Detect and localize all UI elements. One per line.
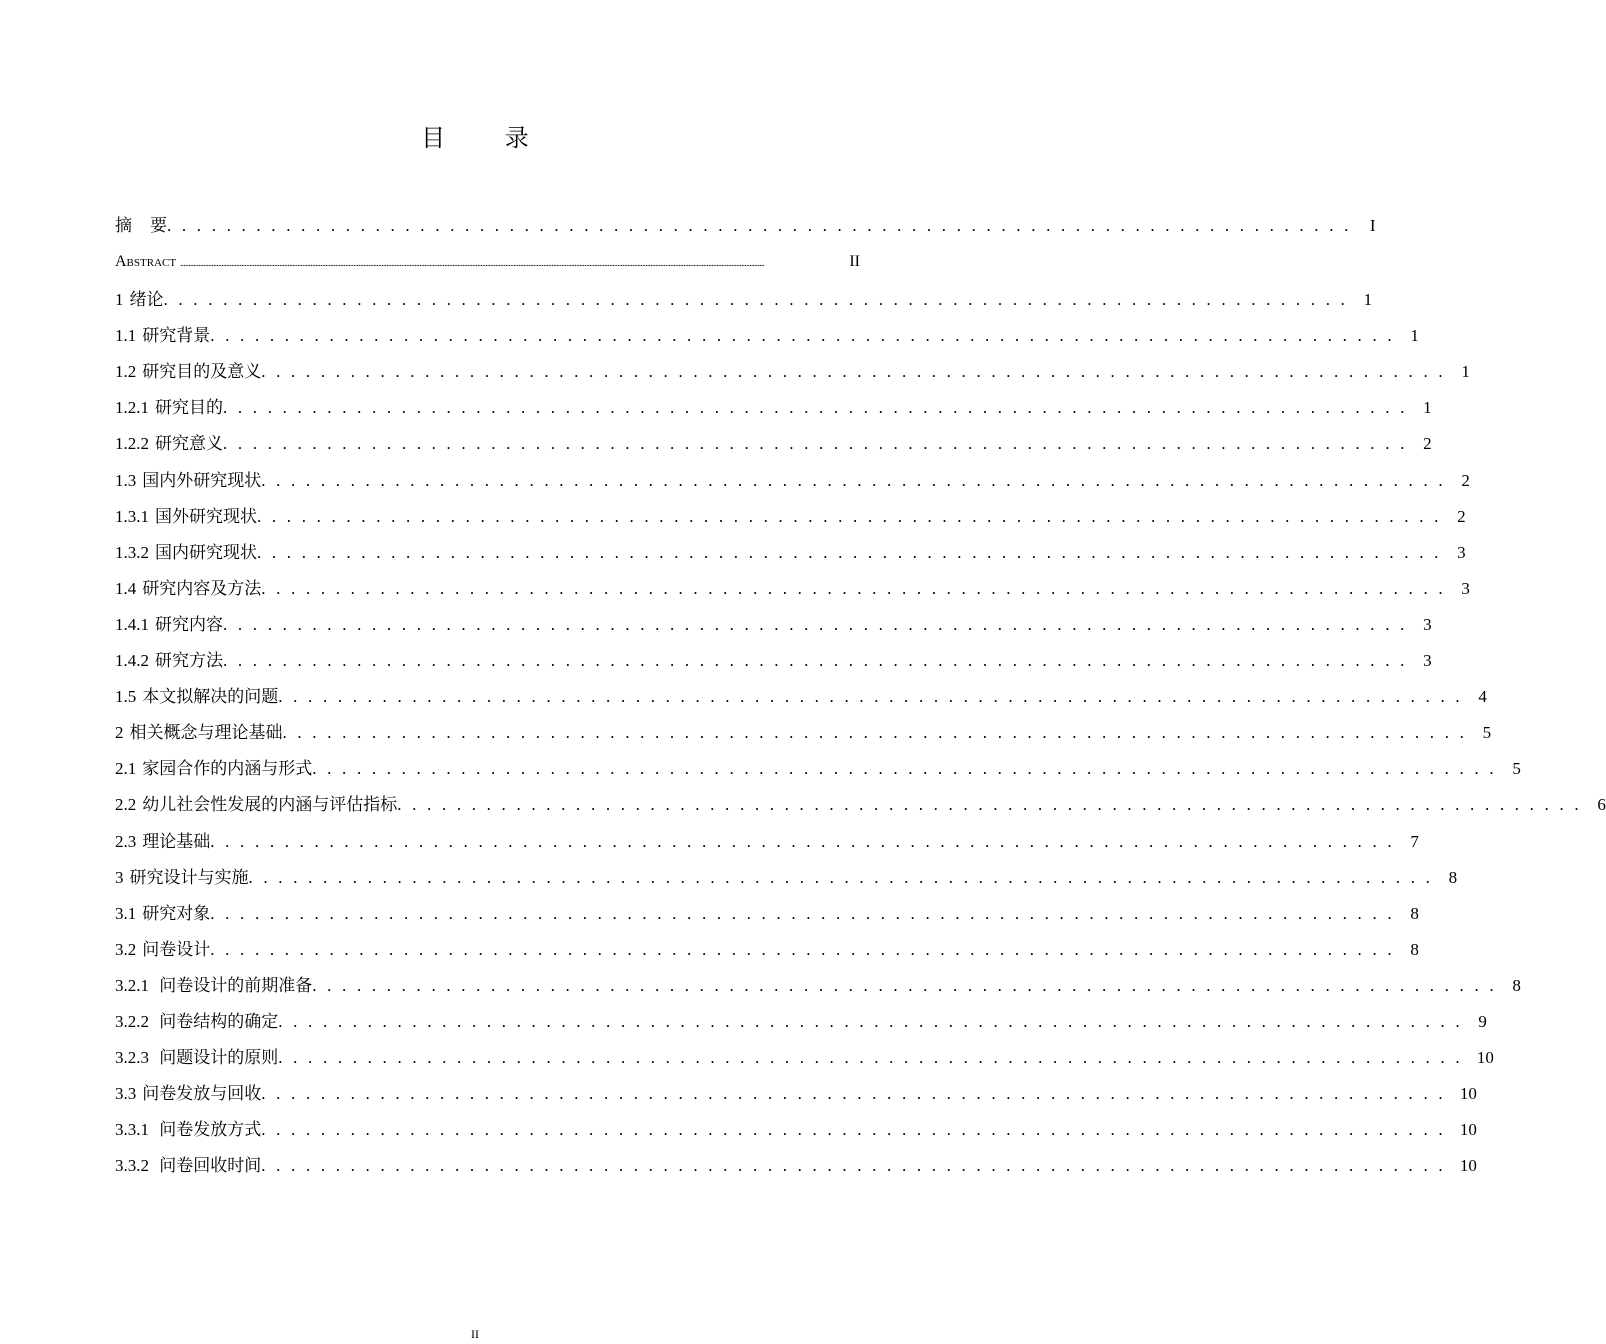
toc-entry-zhaiyao[interactable] — [115, 208, 1376, 244]
toc-entry[interactable] — [115, 426, 1432, 462]
toc-leader-dots: . . . . . . . . . . . . . . . . . . . . . . . . . . . . . . . . . . . . . . . . . . . . . . . . . . . . . . . . . . . . . . . . . . . . . . . . . . . . . . . . — [257, 542, 1442, 562]
toc-leader-dots: .................................................................................................................................................................................................................................................................................................................................................................. — [180, 258, 765, 269]
toc-entry[interactable] — [115, 607, 1432, 643]
toc-entry-number: 2.3 — [115, 831, 137, 851]
toc-leader-dots: . . . . . . . . . . . . . . . . . . . . . . . . . . . . . . . . . . . . . . . . . . . . . . . . . . . . . . . . . . . . . . . . . . . . . . . . . . . . . . . . — [257, 506, 1442, 526]
toc-entry-title: 问卷结构的确定 — [155, 1011, 279, 1031]
toc-entry[interactable] — [115, 751, 1521, 787]
toc-leader-dots: . . . . . . . . . . . . . . . . . . . . . . . . . . . . . . . . . . . . . . . . . . . . . . . . . . . . . . . . . . . . . . . . . . . . . . . . . . . . . . . . — [261, 1084, 1446, 1104]
table-of-contents — [115, 208, 1606, 1184]
toc-leader-dots: . . . . . . . . . . . . . . . . . . . . . . . . . . . . . . . . . . . . . . . . . . . . . . . . . . . . . . . . . . . . . . . . . . . . . . . . . . . . . . . . — [282, 723, 1468, 743]
toc-entry[interactable] — [115, 499, 1466, 535]
toc-entry-number: 1.2.2 — [115, 434, 149, 454]
toc-leader-dots: . . . . . . . . . . . . . . . . . . . . . . . . . . . . . . . . . . . . . . . . . . . . . . . . . . . . . . . . . . . . . . . . . . . . . . . . . . . . . . . . — [278, 687, 1463, 707]
toc-entry-number: 1 — [115, 290, 124, 310]
toc-entry-title: 研究方法 — [155, 651, 223, 671]
toc-entry-title: 相关概念与理论基础 — [129, 723, 283, 743]
toc-leader-dots: . . . . . . . . . . . . . . . . . . . . . . . . . . . . . . . . . . . . . . . . . . . . . . . . . . . . . . . . . . . . . . . . . . . . . . . . . . . . . . . . — [261, 1120, 1446, 1140]
toc-entry-title: 问卷设计的前期准备 — [155, 975, 313, 995]
toc-entry-title: 幼儿社会性发展的内涵与评估指标 — [142, 795, 398, 815]
toc-entry-page: 10 — [1459, 1084, 1477, 1104]
toc-entry[interactable] — [115, 535, 1466, 571]
toc-entry[interactable] — [115, 896, 1419, 932]
toc-entry-page: 5 — [1512, 759, 1521, 779]
toc-entry[interactable] — [115, 1148, 1477, 1184]
toc-leader-dots: . . . . . . . . . . . . . . . . . . . . . . . . . . . . . . . . . . . . . . . . . . . . . . . . . . . . . . . . . . . . . . . . . . . . . . . . . . . . . . . . — [261, 470, 1446, 490]
toc-entry-number: 1.5 — [115, 687, 137, 707]
toc-leader-dots: . . . . . . . . . . . . . . . . . . . . . . . . . . . . . . . . . . . . . . . . . . . . . . . . . . . . . . . . . . . . . . . . . . . . . . . . . . . . . . . . — [278, 1048, 1463, 1068]
toc-leader-dots: . . . . . . . . . . . . . . . . . . . . . . . . . . . . . . . . . . . . . . . . . . . . . . . . . . . . . . . . . . . . . . . . . . . . . . . . . . . . . . . . — [261, 362, 1446, 382]
toc-entry-page: 8 — [1512, 975, 1521, 995]
toc-entry-page: I — [1369, 216, 1376, 235]
toc-entry-number: 2.1 — [115, 759, 137, 779]
toc-entry[interactable] — [115, 282, 1373, 318]
toc-entry-number: 3.3.2 — [115, 1156, 149, 1176]
toc-entry[interactable] — [115, 824, 1419, 860]
toc-entry-number: 1.1 — [115, 326, 137, 346]
toc-entry-page: 1 — [1363, 290, 1373, 310]
toc-entry[interactable] — [115, 1004, 1487, 1040]
toc-entry-page: 1 — [1461, 362, 1470, 382]
toc-entry-page: 3 — [1457, 542, 1466, 562]
toc-entry[interactable] — [115, 932, 1419, 968]
toc-entry-number: 1.3.2 — [115, 542, 149, 562]
toc-entry-page: 3 — [1461, 578, 1470, 598]
toc-entry[interactable] — [115, 679, 1487, 715]
toc-entry-number: 1.4 — [115, 578, 137, 598]
toc-leader-dots: . . . . . . . . . . . . . . . . . . . . . . . . . . . . . . . . . . . . . . . . . . . . . . . . . . . . . . . . . . . . . . . . . . . . . . . . . . . . . . . . — [312, 759, 1497, 779]
toc-entry-title: 研究目的 — [155, 398, 223, 418]
toc-entry-title: 本文拟解决的问题 — [142, 687, 279, 707]
toc-leader-dots: . . . . . . . . . . . . . . . . . . . . . . . . . . . . . . . . . . . . . . . . . . . . . . . . . . . . . . . . . . . . . . . . . . . . . . . . . . . . . . . . — [163, 290, 1349, 310]
toc-entry-number: 2.2 — [115, 795, 137, 815]
toc-entry-page: 9 — [1478, 1011, 1487, 1031]
toc-entry-title: 要 — [150, 216, 167, 235]
toc-entry-title: 国内研究现状 — [155, 542, 257, 562]
toc-leader-dots: . . . . . . . . . . . . . . . . . . . . . . . . . . . . . . . . . . . . . . . . . . . . . . . . . . . . . . . . . . . . . . . . . . . . . . . . . . . . . . . . — [223, 434, 1408, 454]
toc-leader-dots: . . . . . . . . . . . . . . . . . . . . . . . . . . . . . . . . . . . . . . . . . . . . . . . . . . . . . . . . . . . . . . . . . . . . . . . . . . . . . . . . — [210, 939, 1395, 959]
toc-entry-page: 10 — [1459, 1120, 1477, 1140]
toc-entry-page: 8 — [1448, 867, 1458, 887]
toc-entry-number: 摘 — [115, 216, 132, 235]
toc-entry-page: 4 — [1478, 687, 1487, 707]
toc-leader-dots: . . . . . . . . . . . . . . . . . . . . . . . . . . . . . . . . . . . . . . . . . . . . . . . . . . . . . . . . . . . . . . . . . . . . . . . . . . . . . . . . — [210, 326, 1395, 346]
toc-entry-page: 1 — [1410, 326, 1419, 346]
toc-entry[interactable] — [115, 715, 1492, 751]
toc-leader-dots: . . . . . . . . . . . . . . . . . . . . . . . . . . . . . . . . . . . . . . . . . . . . . . . . . . . . . . . . . . . . . . . . . . . . . . . . . . . . . . . . — [312, 975, 1497, 995]
toc-entry-title: 研究意义 — [155, 434, 223, 454]
toc-entry[interactable] — [115, 643, 1432, 679]
toc-leader-dots: . . . . . . . . . . . . . . . . . . . . . . . . . . . . . . . . . . . . . . . . . . . . . . . . . . . . . . . . . . . . . . . . . . . . . . . . . . . . . . . . — [167, 216, 1352, 235]
toc-entry-page: 7 — [1410, 831, 1419, 851]
toc-entry[interactable] — [115, 1112, 1477, 1148]
toc-entry-page: 6 — [1597, 795, 1606, 815]
toc-entry-title: 问卷发放与回收 — [142, 1084, 262, 1104]
toc-entry-number: 3.2 — [115, 939, 137, 959]
toc-entry-number: 3 — [115, 867, 124, 887]
toc-entry-number: 3.2.2 — [115, 1011, 149, 1031]
toc-entry-title: 研究背景 — [142, 326, 211, 346]
toc-entry-title: 理论基础 — [142, 831, 211, 851]
toc-leader-dots: . . . . . . . . . . . . . . . . . . . . . . . . . . . . . . . . . . . . . . . . . . . . . . . . . . . . . . . . . . . . . . . . . . . . . . . . . . . . . . . . — [397, 795, 1582, 815]
toc-entry-title: 研究内容及方法 — [142, 578, 262, 598]
toc-entry-number: 2 — [115, 723, 124, 743]
toc-entry-title: 问卷设计 — [142, 939, 211, 959]
toc-entry-number: 1.3 — [115, 470, 137, 490]
toc-entry-page: 3 — [1423, 614, 1432, 634]
toc-entry-page: 2 — [1461, 470, 1470, 490]
toc-entry-page: 2 — [1423, 434, 1432, 454]
toc-entry-number: 1.2 — [115, 362, 137, 382]
page-number: II — [471, 1327, 479, 1341]
toc-entry-page: 10 — [1459, 1156, 1477, 1176]
toc-entry[interactable] — [115, 787, 1606, 823]
toc-leader-dots: . . . . . . . . . . . . . . . . . . . . . . . . . . . . . . . . . . . . . . . . . . . . . . . . . . . . . . . . . . . . . . . . . . . . . . . . . . . . . . . . — [261, 1156, 1446, 1176]
toc-entry-title: 研究目的及意义 — [142, 362, 262, 382]
toc-entry-title: 研究内容 — [155, 614, 223, 634]
toc-leader-dots: . . . . . . . . . . . . . . . . . . . . . . . . . . . . . . . . . . . . . . . . . . . . . . . . . . . . . . . . . . . . . . . . . . . . . . . . . . . . . . . . — [278, 1011, 1463, 1031]
toc-entry-title: 问卷发放方式 — [155, 1120, 262, 1140]
toc-leader-dots: . . . . . . . . . . . . . . . . . . . . . . . . . . . . . . . . . . . . . . . . . . . . . . . . . . . . . . . . . . . . . . . . . . . . . . . . . . . . . . . . — [223, 651, 1408, 671]
toc-entry-title: 家园合作的内涵与形式 — [142, 759, 313, 779]
toc-entry-page: 10 — [1476, 1048, 1494, 1068]
toc-leader-dots: . . . . . . . . . . . . . . . . . . . . . . . . . . . . . . . . . . . . . . . . . . . . . . . . . . . . . . . . . . . . . . . . . . . . . . . . . . . . . . . . — [210, 831, 1395, 851]
toc-entry-abstract[interactable] — [115, 244, 860, 282]
toc-entry[interactable] — [115, 1040, 1494, 1076]
toc-entry-title: 国内外研究现状 — [142, 470, 262, 490]
toc-entry[interactable] — [115, 354, 1470, 390]
toc-entry[interactable] — [115, 463, 1470, 499]
toc-entry-title: 问题设计的原则 — [155, 1048, 279, 1068]
toc-entry[interactable] — [115, 1076, 1477, 1112]
toc-entry-title: Abstract — [115, 253, 177, 271]
toc-entry-page: 8 — [1410, 903, 1419, 923]
toc-entry-number: 1.3.1 — [115, 506, 149, 526]
toc-entry-number: 3.2.3 — [115, 1048, 149, 1068]
toc-leader-dots: . . . . . . . . . . . . . . . . . . . . . . . . . . . . . . . . . . . . . . . . . . . . . . . . . . . . . . . . . . . . . . . . . . . . . . . . . . . . . . . . — [248, 867, 1434, 887]
toc-entry-title: 研究对象 — [142, 903, 211, 923]
toc-entry-page: 1 — [1423, 398, 1432, 418]
toc-entry-page: 8 — [1410, 939, 1419, 959]
toc-entry-number: 3.2.1 — [115, 975, 149, 995]
toc-entry-number: 3.3.1 — [115, 1120, 149, 1140]
toc-leader-dots: . . . . . . . . . . . . . . . . . . . . . . . . . . . . . . . . . . . . . . . . . . . . . . . . . . . . . . . . . . . . . . . . . . . . . . . . . . . . . . . . — [223, 398, 1408, 418]
toc-leader-dots: . . . . . . . . . . . . . . . . . . . . . . . . . . . . . . . . . . . . . . . . . . . . . . . . . . . . . . . . . . . . . . . . . . . . . . . . . . . . . . . . — [210, 903, 1395, 923]
toc-entry-number: 3.1 — [115, 903, 137, 923]
toc-entry[interactable] — [115, 860, 1458, 896]
toc-entry-title: 研究设计与实施 — [129, 867, 249, 887]
toc-entry[interactable] — [115, 571, 1470, 607]
toc-entry-page: II — [849, 253, 860, 271]
toc-entry-page: 3 — [1423, 651, 1432, 671]
toc-entry-number: 1.2.1 — [115, 398, 149, 418]
toc-entry[interactable] — [115, 390, 1432, 426]
toc-entry-page: 5 — [1482, 723, 1492, 743]
toc-entry[interactable] — [115, 318, 1419, 354]
toc-entry-title: 绪论 — [129, 290, 164, 310]
toc-entry-number: 1.4.1 — [115, 614, 149, 634]
page-title: 目 录 — [421, 124, 555, 152]
toc-entry-number: 3.3 — [115, 1084, 137, 1104]
toc-entry-title: 国外研究现状 — [155, 506, 257, 526]
toc-entry-number: 1.4.2 — [115, 651, 149, 671]
toc-entry-page: 2 — [1457, 506, 1466, 526]
toc-entry[interactable] — [115, 968, 1521, 1004]
toc-leader-dots: . . . . . . . . . . . . . . . . . . . . . . . . . . . . . . . . . . . . . . . . . . . . . . . . . . . . . . . . . . . . . . . . . . . . . . . . . . . . . . . . — [223, 614, 1408, 634]
toc-entry-title: 问卷回收时间 — [155, 1156, 262, 1176]
toc-leader-dots: . . . . . . . . . . . . . . . . . . . . . . . . . . . . . . . . . . . . . . . . . . . . . . . . . . . . . . . . . . . . . . . . . . . . . . . . . . . . . . . . — [261, 578, 1446, 598]
